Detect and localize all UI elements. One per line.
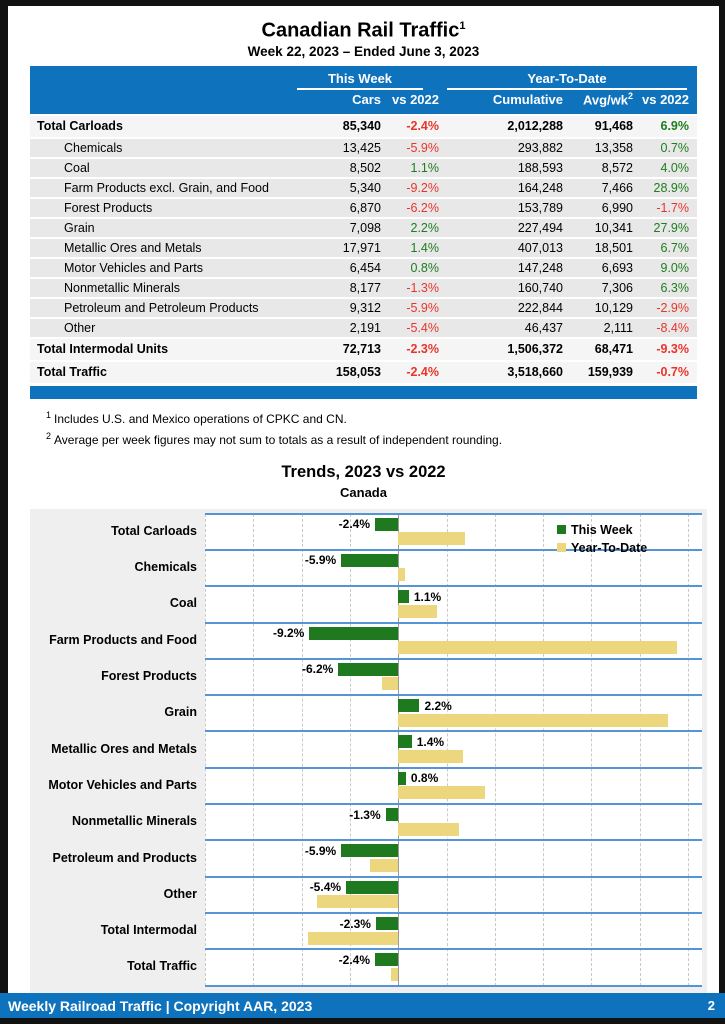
report-page <box>8 6 719 993</box>
table-row <box>30 157 697 177</box>
table-row <box>30 337 697 360</box>
cell-cars: 85,340 <box>342 119 381 134</box>
cell-vs2022-week: -5.9% <box>406 300 439 315</box>
bar-this-week <box>376 917 398 930</box>
cell-avg-wk: 68,471 <box>594 342 633 357</box>
bar-this-week <box>398 699 419 712</box>
bar-this-week <box>309 627 398 640</box>
column-header-cars: Cars <box>352 92 381 108</box>
category-label: Nonmetallic Minerals <box>71 814 197 829</box>
trends-bar-chart <box>30 509 707 993</box>
divider-bar <box>30 386 697 399</box>
bar-value-label: -5.9% <box>304 843 337 858</box>
cell-vs2022-ytd: 28.9% <box>653 180 689 195</box>
traffic-table <box>30 66 697 383</box>
bar-this-week <box>375 953 398 966</box>
cell-avg-wk: 10,129 <box>594 300 633 315</box>
cell-vs2022-week: -5.9% <box>406 140 439 155</box>
cell-avg-wk: 10,341 <box>594 220 633 235</box>
cell-cumulative: 46,437 <box>524 320 563 335</box>
cell-cumulative: 188,593 <box>517 160 563 175</box>
cell-commodity: Total Intermodal Units <box>37 342 169 357</box>
cell-cumulative: 153,789 <box>517 200 563 215</box>
bar-value-label: -9.2% <box>272 626 305 641</box>
cell-cars: 9,312 <box>349 300 381 315</box>
band-separator <box>205 730 702 732</box>
table-group-header-row <box>30 66 697 90</box>
bar-this-week <box>398 590 409 603</box>
bar-value-label: 1.1% <box>413 589 442 604</box>
cell-commodity: Nonmetallic Minerals <box>64 280 181 295</box>
table-row <box>30 257 697 277</box>
bar-value-label: -2.4% <box>338 517 371 532</box>
category-label: Petroleum and Products <box>52 850 197 865</box>
table-row <box>30 137 697 157</box>
cell-cars: 13,425 <box>342 140 381 155</box>
cell-cumulative: 160,740 <box>517 280 563 295</box>
chart-plot <box>205 514 702 986</box>
cell-vs2022-week: -2.3% <box>406 342 439 357</box>
bar-year-to-date <box>398 786 485 799</box>
cell-commodity: Chemicals <box>64 140 123 155</box>
band-separator <box>205 948 702 950</box>
band-separator <box>205 803 702 805</box>
legend-swatch <box>557 525 566 534</box>
cell-vs2022-ytd: -2.9% <box>656 300 689 315</box>
cell-vs2022-ytd: 9.0% <box>660 260 689 275</box>
column-header-avg-wk <box>563 91 633 107</box>
category-label: Chemicals <box>134 560 197 575</box>
band-separator <box>205 876 702 878</box>
bar-value-label: -2.3% <box>339 916 371 931</box>
bar-year-to-date <box>391 968 398 981</box>
footer-bar <box>0 993 725 1018</box>
cell-commodity: Grain <box>64 220 95 235</box>
cell-vs2022-week: 0.8% <box>410 260 439 275</box>
band-separator <box>205 658 702 660</box>
band-separator <box>205 694 702 696</box>
cell-vs2022-ytd: -0.7% <box>656 365 689 380</box>
cell-vs2022-ytd: 27.9% <box>653 220 689 235</box>
bar-value-label: -5.4% <box>309 880 342 895</box>
cell-avg-wk: 13,358 <box>594 140 633 155</box>
cell-cumulative: 164,248 <box>517 180 563 195</box>
bar-this-week <box>346 881 398 894</box>
category-label: Other <box>163 886 197 901</box>
chart-title: Trends, 2023 vs 2022 <box>281 462 446 481</box>
cell-cars: 5,340 <box>349 180 381 195</box>
cell-commodity: Petroleum and Petroleum Products <box>64 300 259 315</box>
chart-subtitle: Canada <box>340 484 387 500</box>
bar-value-label: -6.2% <box>301 662 334 677</box>
table-row <box>30 114 697 137</box>
bar-this-week <box>341 844 398 857</box>
cell-cumulative: 3,518,660 <box>507 365 563 380</box>
table-row <box>30 317 697 337</box>
cell-vs2022-ytd: 6.7% <box>660 240 689 255</box>
table-row <box>30 297 697 317</box>
category-label: Total Traffic <box>127 959 197 974</box>
cell-vs2022-ytd: 6.9% <box>660 119 689 134</box>
cell-vs2022-week: -2.4% <box>406 119 439 134</box>
table-row <box>30 237 697 257</box>
band-separator <box>205 839 702 841</box>
cell-vs2022-week: -1.3% <box>406 280 439 295</box>
cell-commodity: Other <box>64 320 96 335</box>
bar-year-to-date <box>398 714 668 727</box>
cell-vs2022-ytd: 4.0% <box>660 160 689 175</box>
cell-avg-wk: 6,990 <box>601 200 633 215</box>
cell-vs2022-ytd: -8.4% <box>656 320 689 335</box>
category-label: Farm Products and Food <box>49 632 197 647</box>
bar-year-to-date <box>398 605 437 618</box>
table-row <box>30 197 697 217</box>
bar-year-to-date <box>398 568 405 581</box>
title-footnote-marker: 1 <box>459 20 466 32</box>
table-row <box>30 177 697 197</box>
bar-this-week <box>386 808 399 821</box>
cell-cars: 6,870 <box>349 200 381 215</box>
cell-commodity: Coal <box>64 160 90 175</box>
band-separator <box>205 513 702 515</box>
column-header-vs2022-week: vs 2022 <box>392 92 439 108</box>
bar-value-label: -1.3% <box>349 807 381 822</box>
cell-avg-wk: 2,111 <box>603 320 633 335</box>
table-body <box>30 114 697 383</box>
cell-vs2022-week: -6.2% <box>406 200 439 215</box>
cell-vs2022-week: 1.4% <box>410 240 439 255</box>
cell-avg-wk: 7,306 <box>601 280 633 295</box>
bar-this-week <box>398 735 412 748</box>
cell-avg-wk: 7,466 <box>601 180 633 195</box>
cell-cars: 2,191 <box>349 320 381 335</box>
column-header-vs2022-ytd: vs 2022 <box>642 92 689 108</box>
category-label: Grain <box>164 705 197 720</box>
footer-page-number: 2 <box>707 998 715 1013</box>
footnote-1: $^1$ Includes U.S. and Mexico operations of CPKC and CN. <box>46 409 347 426</box>
band-separator <box>205 767 702 769</box>
cell-vs2022-week: -5.4% <box>406 320 439 335</box>
bar-this-week <box>341 554 398 567</box>
cell-cars: 17,971 <box>342 240 381 255</box>
bar-year-to-date <box>398 823 459 836</box>
legend-item <box>557 521 647 539</box>
bar-value-label: 1.4% <box>416 734 445 749</box>
page-subtitle: Week 22, 2023 – Ended June 3, 2023 <box>247 43 480 59</box>
category-label: Forest Products <box>101 669 197 684</box>
bar-year-to-date <box>370 859 398 872</box>
cell-commodity: Forest Products <box>64 200 153 215</box>
cell-avg-wk: 91,468 <box>594 119 633 134</box>
cell-vs2022-ytd: 0.7% <box>660 140 689 155</box>
bar-year-to-date <box>317 895 398 908</box>
legend-label: Year-To-Date <box>571 540 648 555</box>
page-title <box>8 14 719 43</box>
cell-commodity: Motor Vehicles and Parts <box>64 260 203 275</box>
cell-cumulative: 147,248 <box>517 260 563 275</box>
bar-this-week <box>338 663 398 676</box>
category-label: Metallic Ores and Metals <box>51 741 197 756</box>
table-column-header-row <box>30 90 697 110</box>
band-separator <box>205 622 702 624</box>
group-header-year-to-date: Year-To-Date <box>447 71 687 90</box>
cell-avg-wk: 8,572 <box>601 160 633 175</box>
cell-avg-wk: 159,939 <box>587 365 633 380</box>
bar-year-to-date <box>308 932 398 945</box>
bar-year-to-date <box>398 532 465 545</box>
bar-value-label: 0.8% <box>410 771 439 786</box>
footnote-marker: 2 <box>46 430 52 441</box>
cell-commodity: Farm Products excl. Grain, and Food <box>64 180 269 195</box>
bar-this-week <box>398 772 406 785</box>
bar-value-label: -5.9% <box>304 553 337 568</box>
cell-vs2022-week: -9.2% <box>406 180 439 195</box>
bar-this-week <box>375 518 398 531</box>
category-label: Total Intermodal <box>100 923 197 938</box>
group-header-this-week: This Week <box>297 71 423 90</box>
bar-value-label: -2.4% <box>338 952 371 967</box>
footer-text: Weekly Railroad Traffic | Copyright AAR, 2023 <box>8 997 313 1014</box>
category-label: Motor Vehicles and Parts <box>48 777 197 792</box>
bar-year-to-date <box>398 750 463 763</box>
legend-item <box>557 539 647 557</box>
avg-wk-text: Avg/wk <box>582 92 628 108</box>
column-header-cumulative: Cumulative <box>492 92 563 108</box>
cell-commodity: Metallic Ores and Metals <box>64 240 202 255</box>
cell-cars: 7,098 <box>349 220 381 235</box>
cell-avg-wk: 6,693 <box>601 260 633 275</box>
cell-cumulative: 1,506,372 <box>507 342 563 357</box>
cell-cumulative: 293,882 <box>517 140 563 155</box>
cell-cumulative: 227,494 <box>517 220 563 235</box>
bar-value-label: 2.2% <box>424 698 452 713</box>
cell-avg-wk: 18,501 <box>594 240 633 255</box>
footnotes <box>46 407 719 449</box>
band-separator <box>205 912 702 914</box>
footnote-2: $^2$ Average per week figures may not sum to totals as a result of independent rounding. <box>46 430 503 447</box>
cell-commodity: Total Carloads <box>37 119 123 134</box>
cell-vs2022-ytd: 6.3% <box>660 280 689 295</box>
category-label: Coal <box>169 596 197 611</box>
legend <box>557 521 647 557</box>
band-separator <box>205 585 702 587</box>
table-row <box>30 360 697 383</box>
cell-cars: 6,454 <box>349 260 381 275</box>
band-separator <box>205 985 702 987</box>
cell-cars: 8,177 <box>349 280 381 295</box>
bar-year-to-date <box>398 641 677 654</box>
cell-cars: 72,713 <box>342 342 381 357</box>
page-title-text: Canadian Rail Traffic <box>261 19 460 42</box>
category-label: Total Carloads <box>111 523 197 538</box>
bar-year-to-date <box>382 677 398 690</box>
cell-vs2022-week: 2.2% <box>410 220 439 235</box>
cell-commodity: Total Traffic <box>37 365 107 380</box>
footnote-marker: 1 <box>46 409 52 420</box>
legend-label: This Week <box>571 522 633 537</box>
cell-cumulative: 222,844 <box>517 300 563 315</box>
cell-vs2022-week: 1.1% <box>410 160 439 175</box>
table-row <box>30 217 697 237</box>
cell-vs2022-week: -2.4% <box>406 365 439 380</box>
table-header <box>30 66 697 114</box>
cell-cumulative: 407,013 <box>517 240 563 255</box>
legend-swatch <box>557 543 566 552</box>
cell-cumulative: 2,012,288 <box>507 119 563 134</box>
avg-wk-footnote-marker: 2 <box>627 91 633 102</box>
cell-cars: 158,053 <box>335 365 381 380</box>
cell-vs2022-ytd: -1.7% <box>656 200 689 215</box>
cell-cars: 8,502 <box>349 160 381 175</box>
cell-vs2022-ytd: -9.3% <box>656 342 689 357</box>
table-row <box>30 277 697 297</box>
